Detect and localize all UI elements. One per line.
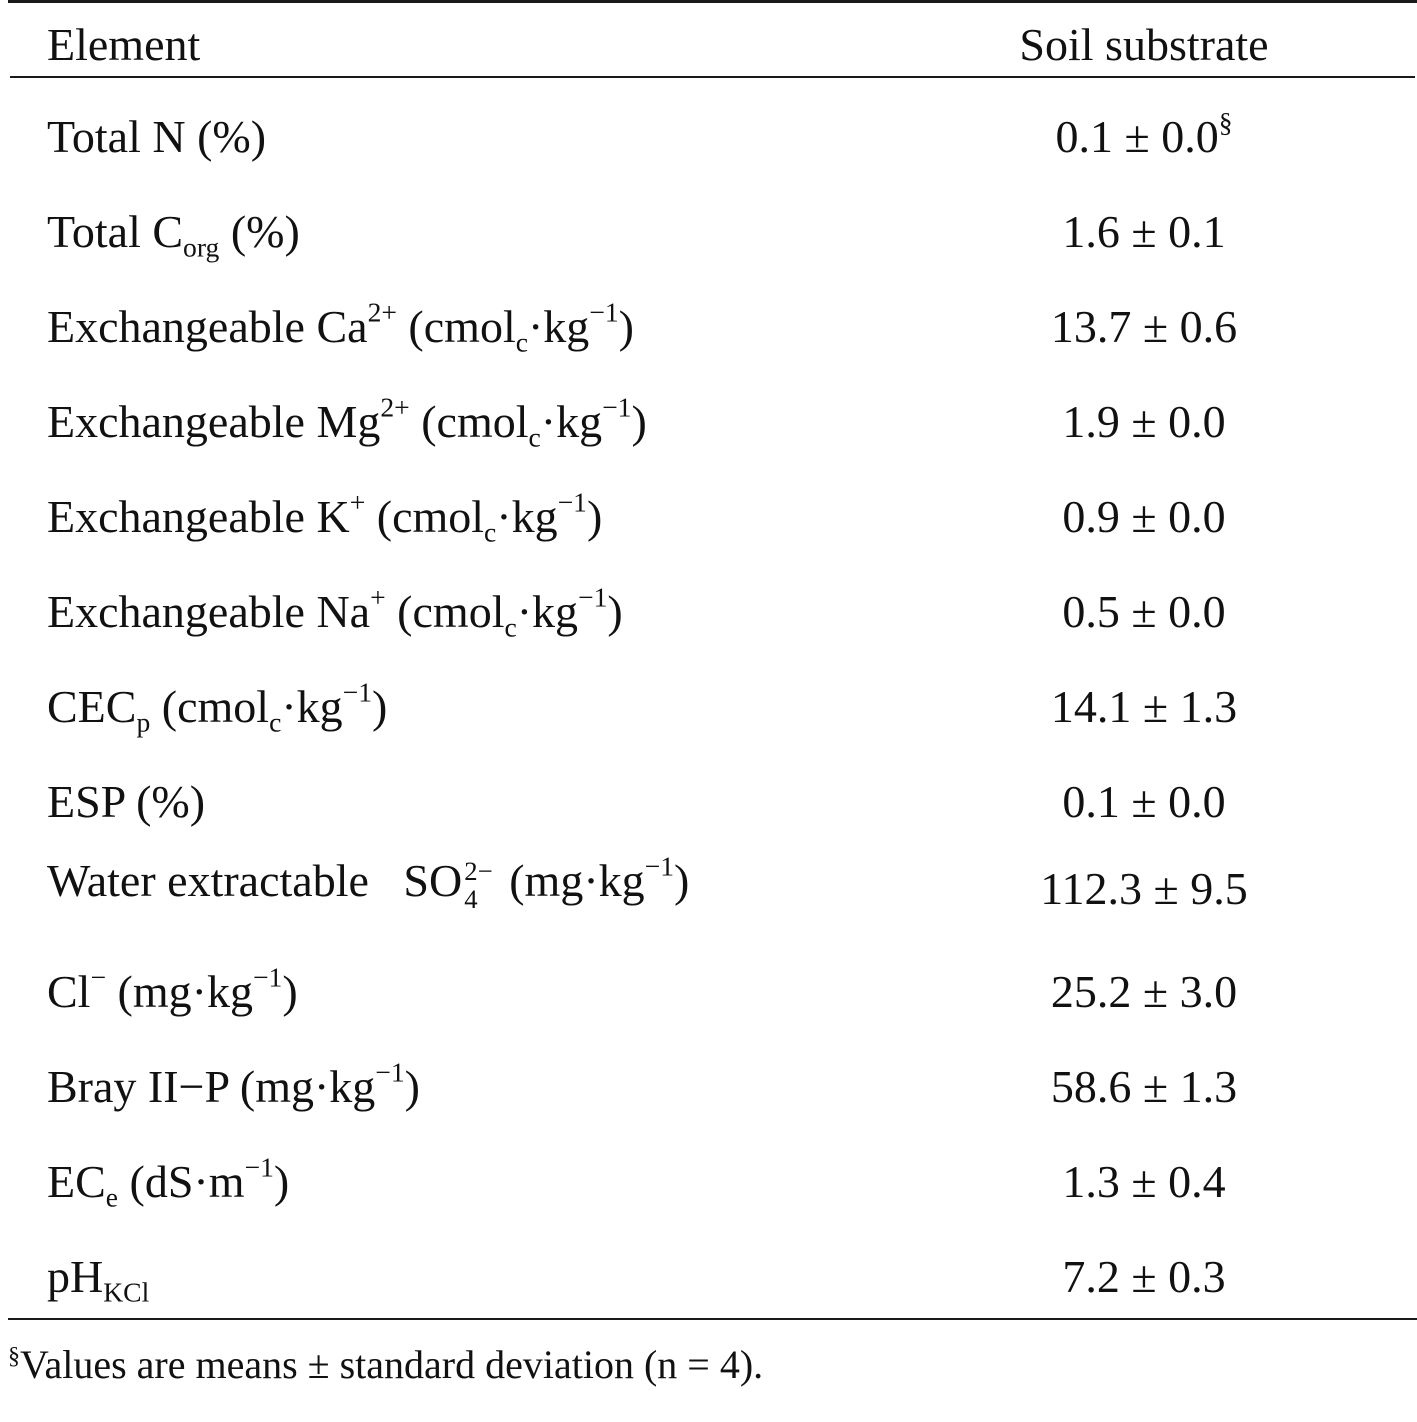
table-row — [0, 648, 1417, 743]
row-label: Bray II−P $(mg\cdot kg^{-1})$ — [47, 1056, 420, 1112]
row-value: 7.2 ± 0.3 — [1062, 1251, 1226, 1302]
row-value: 0.1 ± 0.0§ — [1055, 106, 1233, 162]
table-row — [0, 1028, 1417, 1123]
row-value: 112.3 ± 9.5 — [1040, 863, 1248, 914]
footnote-mark: § — [8, 1343, 20, 1370]
table-row — [0, 838, 1417, 933]
table-row — [0, 1123, 1417, 1218]
row-label: Water extractable SO 2− 4 $(mg\cdot kg^{-1})$ — [47, 850, 690, 915]
table-row — [0, 933, 1417, 1028]
table-row — [0, 78, 1417, 173]
table-bottom-rule — [8, 1318, 1417, 1320]
row-label: $pH_{KCl}$ — [47, 1251, 150, 1308]
table-row — [0, 553, 1417, 648]
table-row — [0, 268, 1417, 363]
table-top-rule — [8, 0, 1417, 3]
row-value: 25.2 ± 3.0 — [1050, 966, 1238, 1017]
header-element: Element — [47, 19, 201, 70]
table-row — [0, 173, 1417, 268]
sulfate-ion: SO 2− 4 — [403, 855, 493, 915]
table-row — [0, 363, 1417, 458]
row-label: $EC_e$ $(dS\cdot m^{-1})$ — [47, 1151, 290, 1213]
table-row — [0, 743, 1417, 838]
header-soil-substrate: Soil substrate — [1019, 19, 1269, 70]
row-value: 0.5 ± 0.0 — [1062, 586, 1226, 637]
row-value: 14.1 ± 1.3 — [1050, 681, 1238, 732]
row-value: 1.9 ± 0.0 — [1062, 396, 1226, 447]
row-value: 58.6 ± 1.3 — [1050, 1061, 1238, 1112]
row-label: Exchangeable K+ $(cmol_c\cdot kg^{-1})$ — [47, 486, 603, 548]
table-row — [0, 458, 1417, 553]
row-label: Total N (%) — [47, 111, 267, 162]
row-label: Cl− $(mg\cdot kg^{-1})$ — [47, 961, 298, 1017]
row-label: Exchangeable $Ca^{2+}$ $(cmol_c\cdot kg^{-1})$ — [47, 296, 634, 358]
footnote-marker: § — [1218, 106, 1233, 138]
row-value: 13.7 ± 0.6 — [1050, 301, 1238, 352]
row-value: 1.6 ± 0.1 — [1062, 206, 1226, 257]
row-label: Exchangeable $Mg^{2+}$ $(cmol_c\cdot kg^{-1})$ — [47, 391, 647, 453]
row-value: 0.1 ± 0.0 — [1062, 776, 1226, 827]
row-label: Total $C_{org}$ (%) — [47, 206, 300, 263]
row-label: $CEC_p$ $(cmol_c\cdot kg^{-1})$ — [47, 676, 388, 738]
row-value: 1.3 ± 0.4 — [1062, 1156, 1226, 1207]
table-footnote: §Values are means ± standard deviation (n = 4). — [8, 1342, 764, 1387]
table-row — [0, 1218, 1417, 1313]
row-label: Exchangeable Na+ $(cmol_c\cdot kg^{-1})$ — [47, 581, 623, 643]
row-label: ESP (%) — [47, 776, 206, 827]
row-value: 0.9 ± 0.0 — [1062, 491, 1226, 542]
